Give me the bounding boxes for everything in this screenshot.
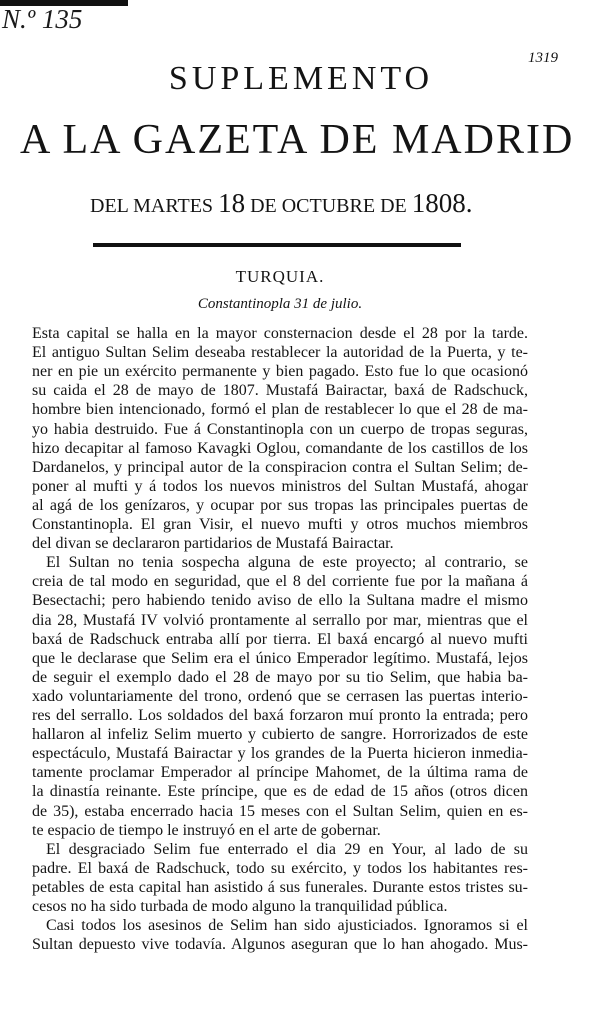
text-line: Esta capital se halla en la mayor consternacion desde el 28 por la tarde. xyxy=(32,325,528,342)
text-line: El antiguo Sultan Selim deseaba restablecer la autoridad de la Puerta, y te- xyxy=(32,344,528,362)
handwritten-number: N.º 135 xyxy=(2,4,83,34)
text-line: de 35), estaba encerrado hacia 15 meses con el Sultan Selim, quien en es- xyxy=(32,802,528,820)
text-line: tamente proclamar Emperador al príncipe Mahomet, de la última rama de xyxy=(32,764,528,782)
text-line: baxá de Radschuck entraba allí por tierra. El baxá encargó al nuevo mufti xyxy=(32,630,528,648)
text-line: al agá de los genízaros, y ocupar por sus tropas las principales puertas de xyxy=(32,496,528,514)
text-line: ner en pie un exército permanente y bien pagado. Esto fue lo que ocasionó xyxy=(32,363,528,381)
date-year: 1808. xyxy=(411,188,473,218)
text-line: petables de esta capital han asistido á sus funerales. Durante estos tristes su- xyxy=(32,878,528,896)
title-gazeta: A LA GAZETA DE MADRID xyxy=(20,117,575,163)
text-line: espectáculo, Mustafá Bairactar y los grandes de la Puerta hicieron inmedia- xyxy=(32,745,528,763)
text-line: yo habia destruido. Fue á Constantinopla con un cuerpo de tropas seguras, xyxy=(32,420,528,438)
text-line: su caida el 28 de mayo de 1807. Mustafá Bairactar, baxá de Radschuck, xyxy=(32,382,528,400)
text-line: te espacio de tiempo le instruyó en el arte de gobernar. xyxy=(32,821,381,839)
page-number: 1319 xyxy=(528,50,558,66)
text-line: Besectachi; pero habiendo tenido aviso de ello la Sultana madre el mismo xyxy=(32,592,528,610)
text-line: cesos no ha sido turbada de modo alguno la tranquilidad pública. xyxy=(32,898,448,915)
text-line: res del serrallo. Los soldados del baxá forzaron muí pronto la entrada; pero xyxy=(32,707,528,724)
text-line: hombre bien intencionado, formó el plan de restablecer lo que el 28 de ma- xyxy=(32,401,528,419)
text-line: que le declarase que Selim era el único Emperador legítimo. Mustafá, lejos xyxy=(32,649,528,667)
text-line: El Sultan no tenia sospecha alguna de este proyecto; al contrario, se xyxy=(46,554,528,572)
text-line: Casi todos los asesinos de Selim han sido ajusticiados. Ignoramos si el xyxy=(46,917,528,935)
text-line: Dardanelos, y principal autor de la conspiracion contra el Sultan Selim; de- xyxy=(32,458,528,476)
issue-date xyxy=(90,188,473,219)
date-middle: DE OCTUBRE DE xyxy=(250,195,407,217)
text-line: del divan se declararon partidarios de Mustafá Bairactar. xyxy=(32,535,394,553)
text-line: Sultan depuesto vive todavía. Algunos aseguran que lo han ahogado. Mus- xyxy=(32,936,528,954)
text-line: El desgraciado Selim fue enterrado el dia 29 en Your, al lado de su xyxy=(46,840,528,858)
date-day: 18 xyxy=(218,188,246,218)
text-line: Constantinopla. El gran Visir, el nuevo mufti y otros muchos miembros xyxy=(32,516,528,533)
date-prefix: DEL MARTES xyxy=(90,195,214,217)
section-heading: TURQUIA. xyxy=(235,267,325,286)
header-rule xyxy=(93,243,461,247)
text-line: hizo decapitar al famoso Kavagki Oglou, comandante de los castillos de los xyxy=(32,439,528,457)
text-line: de seguir el exemplo dado el 28 de mayo por su tio Selim, que habia ba- xyxy=(32,668,528,686)
text-line: xado voluntariamente del trono, ordenó que se cerrasen las puertas interio- xyxy=(32,687,528,705)
text-line: la dinastía reinante. Este príncipe, que es de edad de 15 años (otros dicen xyxy=(32,783,528,801)
text-line: hallaron al infeliz Selim muerto y cubierto de sangre. Horrorizados de este xyxy=(32,726,528,744)
text-line: creia de tal modo en seguridad, que el 8 del corriente fue por la mañana á xyxy=(32,573,528,591)
title-suplemento: SUPLEMENTO xyxy=(168,60,434,97)
text-line: poner al mufti y á todos los nuevos ministros del Sultan Mustafá, ahogar xyxy=(32,477,528,495)
dateline: Constantinopla 31 de julio. xyxy=(197,296,363,312)
text-line: dia 28, Mustafá IV volvió prontamente al serrallo por mar, mientras que el xyxy=(32,611,528,629)
text-line: padre. El baxá de Radschuck, todo su exército, y todos los habitantes res- xyxy=(32,859,528,877)
